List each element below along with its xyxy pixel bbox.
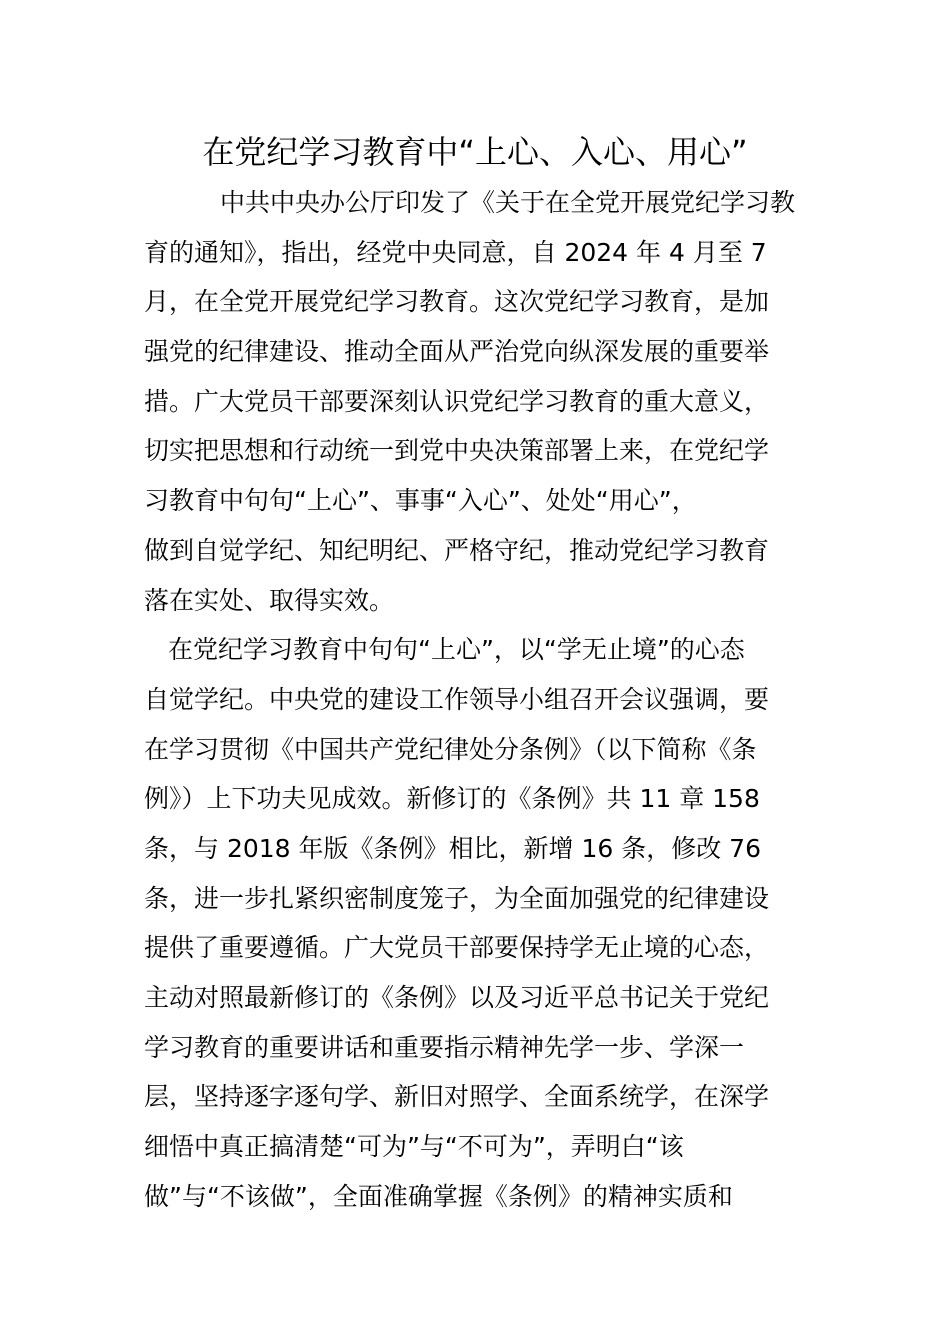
document-body <box>144 178 808 1221</box>
paragraph-line: 细悟中真正搞清楚“可为”与“不可为”，弄明白“该 <box>144 1132 684 1162</box>
paragraph-line: 学习教育的重要讲话和重要指示精神先学一步、学深一 <box>144 1032 745 1062</box>
paragraph-line: 切实把思想和行动统一到党中央决策部署上来，在党纪学 <box>144 436 770 466</box>
paragraph-line: 例》）上下功夫见成效。新修订的《条例》共 11 章 158 <box>144 784 760 814</box>
paragraph-line: 自觉学纪。中央党的建设工作领导小组召开会议强调，要 <box>144 684 770 714</box>
paragraph-line: 条，与 2018 年版《条例》相比，新增 16 条，修改 76 <box>144 833 761 863</box>
paragraph-line: 提供了重要遵循。广大党员干部要保持学无止境的心态， <box>144 933 770 963</box>
paragraph-line: 措。广大党员干部要深刻认识党纪学习教育的重大意义， <box>144 386 770 416</box>
paragraph-line: 条，进一步扎紧织密制度笼子，为全面加强党的纪律建设 <box>144 883 770 913</box>
paragraph-line: 强党的纪律建设、推动全面从严治党向纵深发展的重要举 <box>144 337 770 367</box>
paragraph-line: 在学习贯彻《中国共产党纪律处分条例》（以下简称《条 <box>144 734 757 764</box>
paragraph-line: 中共中央办公厅印发了《关于在全党开展党纪学习教 <box>220 188 796 217</box>
paragraph-line: 做到自觉学纪、知纪明纪、严格守纪，推动党纪学习教育 <box>144 535 770 565</box>
document-title: 在党纪学习教育中“上心、入心、用心” <box>202 133 748 171</box>
paragraph-2 <box>144 625 808 1221</box>
paragraph-line: 习教育中句句“上心”、事事“入心”、处处“用心”， <box>144 486 697 516</box>
paragraph-line: 育的通知》，指出，经党中央同意，自 2024 年 4 月至 7 <box>144 237 767 267</box>
paragraph-line: 在党纪学习教育中句句“上心”，以“学无止境”的心态 <box>168 635 745 665</box>
paragraph-line: 月，在全党开展党纪学习教育。这次党纪学习教育，是加 <box>144 287 770 317</box>
paragraph-line: 落在实处、取得实效。 <box>144 585 395 615</box>
paragraph-1 <box>144 178 808 625</box>
paragraph-line: 做”与“不该做”，全面准确掌握《条例》的精神实质和 <box>144 1181 733 1211</box>
paragraph-line: 主动对照最新修订的《条例》以及习近平总书记关于党纪 <box>144 983 770 1012</box>
paragraph-line: 层，坚持逐字逐句学、新旧对照学、全面系统学，在深学 <box>144 1082 770 1112</box>
